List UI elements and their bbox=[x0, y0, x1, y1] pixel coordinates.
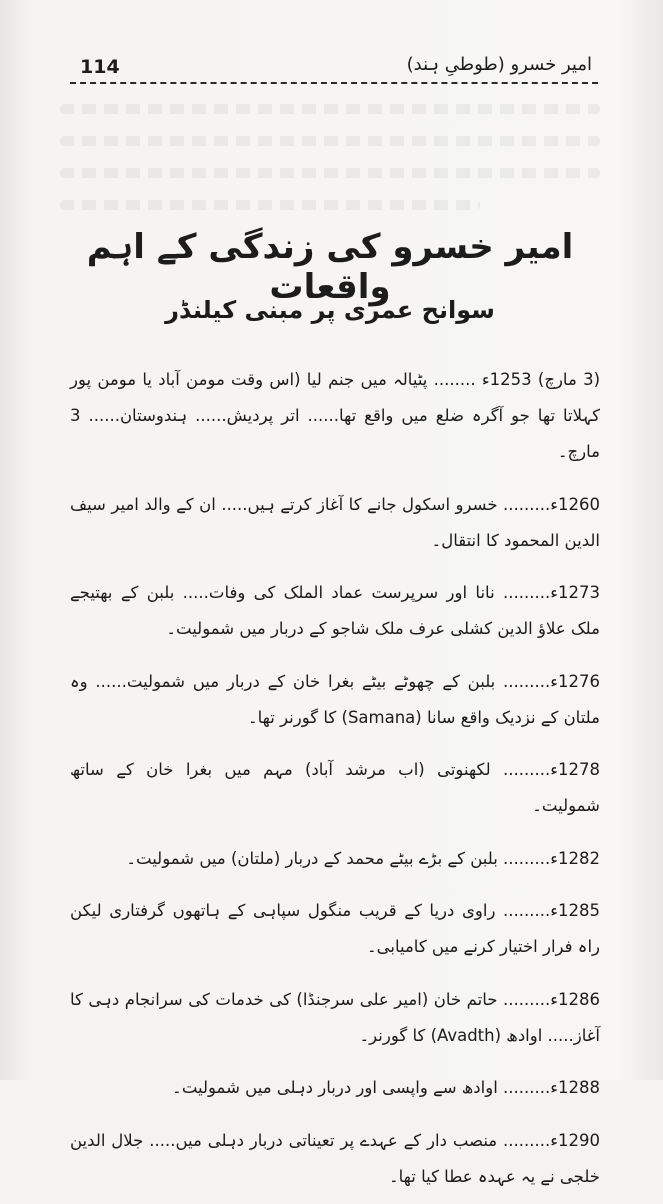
timeline-entry-1286: 1286ء......... حاتم خان (امیر علی سرجنڈا) کی خدمات کی سرانجام دہی کا آغاز..... اوادھ (Avadth) کا گورنر۔ bbox=[70, 989, 600, 1045]
timeline-entry-1253: (3 مارچ) 1253ء ........ پٹیالہ میں جنم لیا (اس وقت مومن آباد یا مومن پور کہلاتا تھا جو آگرہ ضلع میں واقع تھا...... اتر پردیش...... ہندوستان...... 3 مارچ۔ bbox=[70, 370, 600, 461]
chapter-subtitle: سوانح عمری پر مبنی کیلنڈر bbox=[165, 296, 495, 324]
bleed-through-line bbox=[60, 200, 480, 210]
header-rule bbox=[70, 82, 598, 84]
timeline-entry-1285: 1285ء......... راوی دریا کے قریب منگول سپاہی کے ہاتھوں گرفتاری لیکن راہ فرار اختیار کرنے میں کامیابی۔ bbox=[70, 901, 600, 956]
timeline-entry-1260: 1260ء......... خسرو اسکول جانے کا آغاز کرتے ہیں..... ان کے والد امیر سیف الدین المحمود کا انتقال۔ bbox=[70, 494, 600, 550]
page-header bbox=[70, 50, 598, 84]
running-head: امیر خسرو (طوطیِ ہند) bbox=[406, 54, 592, 75]
timeline-entry-1288: 1288ء......... اوادھ سے واپسی اور دربار دہلی میں شمولیت۔ bbox=[172, 1078, 600, 1097]
page-number: 114 bbox=[80, 56, 120, 78]
timeline-entry-1290: 1290ء......... منصب دار کے عہدے پر تعیناتی دربار دہلی میں..... جلال الدین خلجی نے یہ عہدہ عطا کیا تھا۔ bbox=[70, 1130, 600, 1186]
chapter-title: امیر خسرو کی زندگی کے اہم واقعات bbox=[86, 227, 574, 307]
timeline-entry-1282: 1282ء......... بلبن کے بڑے بیٹے محمد کے دربار (ملتان) میں شمولیت۔ bbox=[126, 848, 600, 868]
bleed-through-line bbox=[60, 104, 600, 114]
timeline-entry-1276: 1276ء......... بلبن کے چھوٹے بیٹے بغرا خان کے دربار میں شمولیت...... وہ ملتان کے نزدیک واقع سانا (Samana) کا گورنر تھا۔ bbox=[70, 671, 600, 727]
timeline-entry-1278: 1278ء......... لکھنوتی (اب مرشد آباد) مہم میں بغرا خان کے ساتھ شمولیت۔ bbox=[70, 760, 600, 815]
timeline-body bbox=[70, 362, 600, 1204]
bleed-through-line bbox=[60, 168, 600, 178]
bleed-through-line bbox=[60, 136, 600, 146]
timeline-entry-1273: 1273ء......... نانا اور سرپرست عماد الملک کی وفات..... بلبن کے بھتیجے ملک علاؤ الدین کشلی عرف ملک شاجو کے دربار میں شمولیت۔ bbox=[70, 583, 600, 638]
